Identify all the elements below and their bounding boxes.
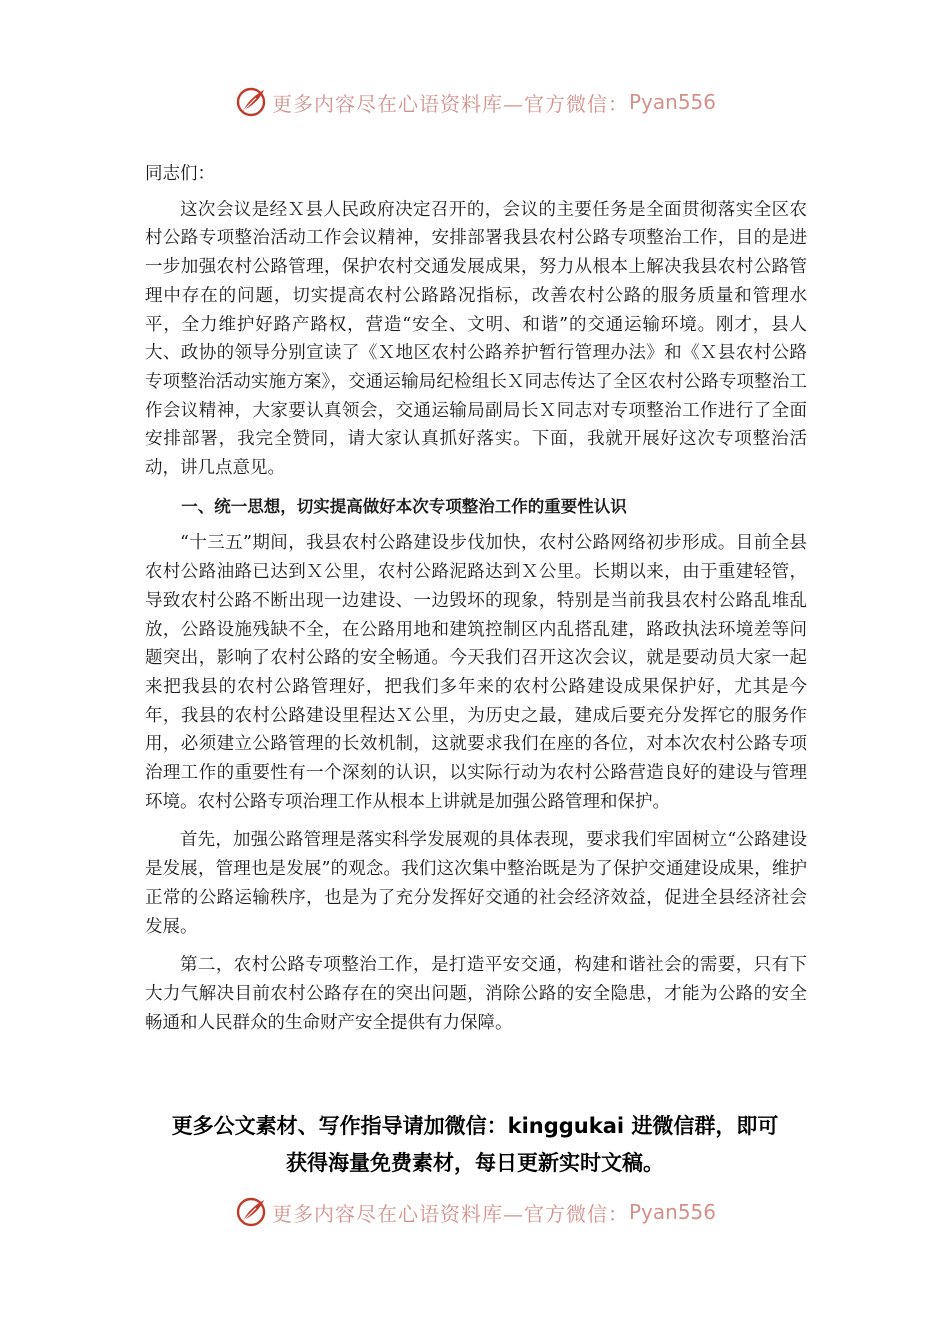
feather-pen-logo-icon [234, 85, 268, 119]
promo-notice [120, 1108, 830, 1182]
section-paragraph-1: “十三五”期间，我县农村公路建设步伐加快，农村公路网络初步形成。目前全县农村公路油路已达到Ｘ公里，农村公路泥路达到Ｘ公里。长期以来，由于重建轻管，导致农村公路不断出现一边建设、一边毁坏的现象，特别是当前我县农村公路乱堆乱放，公路设施残缺不全，在公路用地和建筑控制区内乱搭乱建，路政执法环境差等问题突出，影响了农村公路的安全畅通。今天我们召开这次会议，就是要动员大家一起来把我县的农村公路管理好，把我们多年来的农村公路建设成果保护好，尤其是今年，我县的农村公路建设里程达Ｘ公里，为历史之最，建成后要充分发挥它的服务作用，必须建立公路管理的长效机制，这就要求我们在座的各位，对本次农村公路专项治理工作的重要性有一个深刻的认识，以实际行动为农村公路营造良好的建设与管理环境。农村公路专项治理工作从根本上讲就是加强公路管理和保护。 [145, 533, 807, 812]
header-wechat-id: Pyan556 [628, 90, 716, 114]
salutation: 同志们： [145, 164, 215, 184]
header-banner [0, 82, 950, 122]
footer-banner-text: 更多内容尽在心语资料库—官方微信： [271, 1201, 629, 1226]
footer-wechat-id: Pyan556 [628, 1200, 716, 1224]
promo-line-2: 获得海量免费素材，每日更新实时文稿。 [286, 1151, 664, 1175]
section-heading: 一、统一思想，切实提高做好本次专项整治工作的重要性认识 [181, 496, 627, 516]
feather-pen-logo-icon [234, 1195, 268, 1229]
section-paragraph-2: 首先，加强公路管理是落实科学发展观的具体表现，要求我们牢固树立“公路建设是发展，管理也是发展”的观念。我们这次集中整治既是为了保护交通建设成果，维护正常的公路运输秩序，也是为了充分发挥好交通的社会经济效益，促进全县经济社会发展。 [145, 830, 807, 937]
section-paragraph-3: 第二，农村公路专项整治工作，是打造平安交通，构建和谐社会的需要，只有下大力气解决目前农村公路存在的突出问题，消除公路的安全隐患，才能为公路的安全畅通和人民群众的生命财产安全提供有力保障。 [145, 955, 807, 1033]
promo-line-1: 更多公文素材、写作指导请加微信：kinggukai 进微信群，即可 [171, 1114, 779, 1138]
footer-banner [0, 1192, 950, 1232]
document-body [145, 160, 807, 1047]
header-banner-text: 更多内容尽在心语资料库—官方微信： [271, 91, 629, 116]
intro-paragraph: 这次会议是经Ｘ县人民政府决定召开的，会议的主要任务是全面贯彻落实全区农村公路专项整治活动工作会议精神，安排部署我县农村公路专项整治工作，目的是进一步加强农村公路管理，保护农村交通发展成果，努力从根本上解决我县农村公路管理中存在的问题，切实提高农村公路路况指标，改善农村公路的服务质量和管理水平，全力维护好路产路权，营造“安全、文明、和谐”的交通运输环境。刚才，县人大、政协的领导分别宣读了《Ｘ地区农村公路养护暂行管理办法》和《Ｘ县农村公路专项整治活动实施方案》，交通运输局纪检组长Ｘ同志传达了全区农村公路专项整治工作会议精神，大家要认真领会，交通运输局副局长Ｘ同志对专项整治工作进行了全面安排部署，我完全赞同，请大家认真抓好落实。下面，我就开展好这次专项整治活动，讲几点意见。 [145, 199, 807, 479]
